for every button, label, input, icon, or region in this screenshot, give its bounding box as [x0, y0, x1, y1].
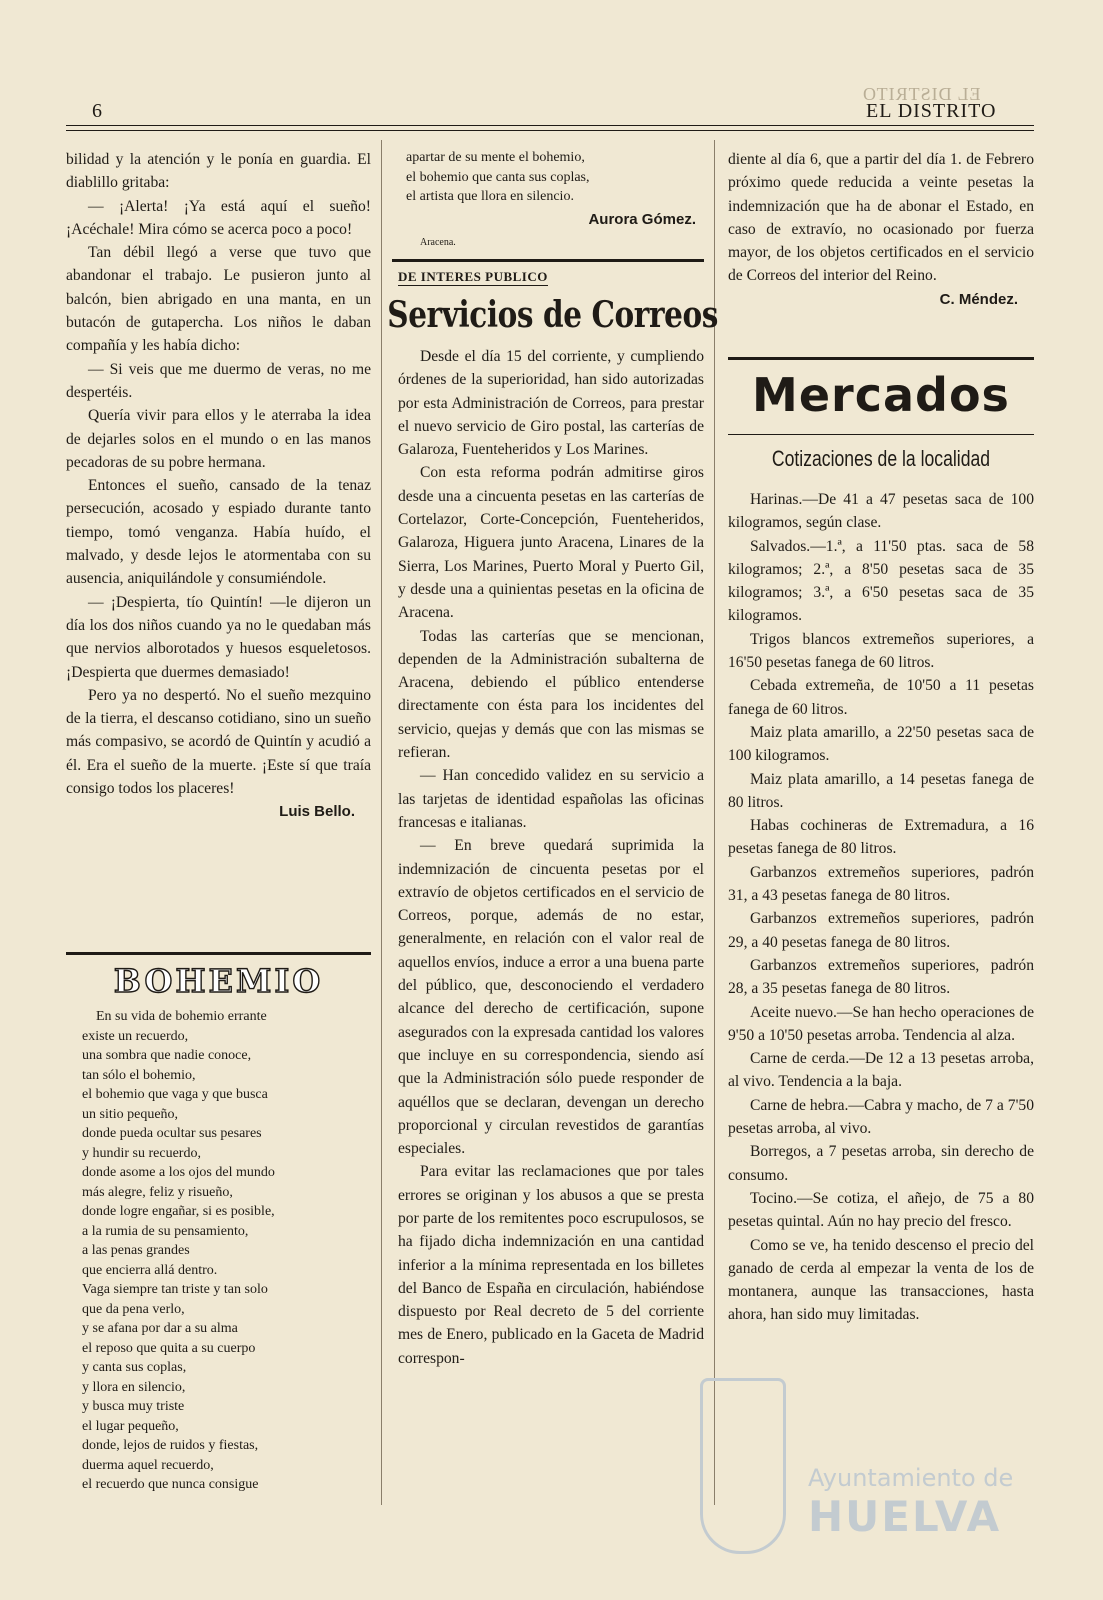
paragraph: Quería vivir para ellos y le aterraba la idea de dejarles solos en el mundo o en las manos pecadoras de su pobre hermana. — [66, 407, 371, 471]
poem-line: más alegre, feliz y risueño, — [82, 1184, 233, 1200]
paragraph: diente al día 6, que a partir del día 1. de Febrero próximo quede reducida a veinte pesetas la indemnización que ha de abonar el Estado, en caso de extravío, no ocasionado por fuerza mayor, de los objetos certificados en el servicio de Correos del interior del Reino. — [728, 151, 1034, 285]
price-item: Maiz plata amarillo, a 22'50 pesetas saca de 100 kilogramos. — [728, 723, 1034, 765]
poem-line: y busca muy triste — [82, 1399, 185, 1414]
poem-line: una sombra que nadie conoce, — [82, 1048, 252, 1063]
author-signature: Luis Bello. — [279, 803, 355, 821]
paragraph: — Si veis que me duermo de veras, no me despertéis. — [66, 360, 371, 401]
price-item: Trigos blancos extremeños superiores, a 16'50 pesetas fanega de 60 litros. — [728, 630, 1034, 672]
section-title: Mercados — [752, 368, 1010, 422]
coat-of-arms-icon — [700, 1378, 786, 1554]
poem-line: donde asome a los ojos del mundo — [82, 1165, 275, 1180]
poem-line: el recuerdo que nunca consigue — [82, 1477, 259, 1492]
article-title: Servicios de Correos — [387, 294, 718, 336]
paragraph: — En breve quedará suprimida la indemnización de cincuenta pesetas por el extravío de objetos certificados en el servicio de Correos, porque, además de no estar, generalmente, en relación con el valor real de aquellos envíos, induce a error a una buena parte del público, que, desconociendo el verdadero alcance del derecho de certificación, supone asegurados con la expresada cantidad los valores que incluye en su correspondencia, siendo así que la Administración sólo puede responder de aquéllos que se declaran, devengan un derecho proporcional y circulan revestidos de garantías especiales. — [398, 837, 704, 1158]
section-rule — [728, 357, 1034, 360]
poem-line: apartar de su mente el bohemio, — [406, 150, 585, 165]
paragraph: Tan débil llegó a verse que tuvo que abandonar el trabajo. Le pusieron junto al balcón, bien abrigado en una manta, en un butacón de gutapercha. Los niños le daban compañía y les había dicho: — [66, 244, 371, 355]
price-item: Borregos, a 7 pesetas arroba, sin derecho de consumo. — [728, 1143, 1034, 1184]
poem-line: y se afana por dar a su alma — [82, 1321, 238, 1336]
poem-line: el artista que llora en silencio. — [406, 189, 574, 204]
price-item: Tocino.—Se cotiza, el añejo, de 75 a 80 pesetas quintal. Aún no hay precio del fresco. — [728, 1189, 1034, 1231]
section-rule — [728, 434, 1034, 435]
poem-line: que da pena verlo, — [82, 1301, 185, 1317]
paragraph: Para evitar las reclamaciones que por tales errores se originan y los abusos a que se presta por parte de los remitentes poco escrupulosos, se ha fijado dicha indemnización en una cantidad inferior a la mínima representada en los billetes del Banco de España en circulación, habiéndose dispuesto por Real decreto de 5 del corriente mes de Enero, publicado en la Gaceta de Madrid correspon- — [398, 1163, 704, 1367]
price-item: Salvados.—1.ª, a 11'50 ptas. saca de 58 kilogramos; 2.ª, a 8'50 pesetas saca de 35 kilogramos; 3.ª, a 6'50 pesetas saca de 35 kilogramos. — [728, 537, 1034, 625]
column-3-continuation — [728, 148, 1034, 311]
masthead-bleedthrough: EL DISTRITO — [862, 84, 981, 104]
paragraph: — Han concedido validez en su servicio a las tarjetas de identidad españolas las oficinas francesas e italianas. — [398, 767, 704, 831]
column-1 — [66, 148, 371, 824]
page-number: 6 — [92, 100, 102, 122]
price-item: Maiz plata amarillo, a 14 pesetas fanega de 80 litros. — [728, 770, 1034, 811]
poem-line: duerma aquel recuerdo, — [82, 1457, 214, 1473]
paragraph: Con esta reforma podrán admitirse giros desde una a cincuenta pesetas en las carterías de Cortelazor, Corte-Concepción, Fuenteheridos, Galaroza, Higuera junto Aracena, Linares de la Sierra, Los Marines, Puerto Moral y Puerto Gil, y desde una a quinientas pesetas en la oficina de Aracena. — [398, 464, 704, 622]
author-signature: C. Méndez. — [939, 290, 1018, 308]
price-item: Carne de hebra.—Cabra y macho, de 7 a 7'50 pesetas arroba, al vivo. — [728, 1096, 1034, 1138]
closing-paragraph: Como se ve, ha tenido descenso el precio del ganado de cerda al empezar la venta de los de montanera, aunque las transacciones, hasta ahora, han sido muy limitadas. — [728, 1236, 1034, 1324]
poem-line: donde pueda ocultar sus pesares — [82, 1126, 262, 1141]
poem — [82, 1007, 372, 1495]
section-tag: DE INTERES PUBLICO — [398, 269, 548, 284]
poem-line: donde logre engañar, si es posible, — [82, 1204, 275, 1219]
poem-line: En su vida de bohemio errante — [96, 1009, 267, 1024]
price-item: Garbanzos extremeños superiores, padrón 29, a 40 pesetas fanega de 80 litros. — [728, 910, 1034, 951]
poem-line: donde, lejos de ruidos y fiestas, — [82, 1438, 259, 1453]
poem-line: a la rumia de su pensamiento, — [82, 1223, 249, 1239]
section-subtitle: Cotizaciones de la localidad — [771, 446, 991, 471]
section-rule — [392, 259, 704, 262]
price-item: Harinas.—De 41 a 47 pesetas saca de 100 kilogramos, según clase. — [728, 491, 1034, 532]
price-item: Carne de cerda.—De 12 a 13 pesetas arroba, al vivo. Tendencia a la baja. — [728, 1050, 1034, 1091]
poem-signature: Aurora Gómez. — [588, 211, 696, 228]
poem-title: BOHEMIO — [113, 962, 324, 1000]
masthead: EL DISTRITO — [866, 100, 997, 122]
poem-line: a las penas grandes — [82, 1243, 190, 1258]
paragraph: bilidad y la atención y le ponía en guardia. El diablillo gritaba: — [66, 151, 371, 192]
poem-line: el bohemio que vaga y que busca — [82, 1087, 268, 1102]
column-separator-2 — [714, 140, 715, 1505]
poem-line: Vaga siempre tan triste y tan solo — [82, 1282, 268, 1297]
poem-line: y hundir su recuerdo, — [82, 1145, 201, 1161]
market-prices — [728, 488, 1034, 1327]
paragraph: Desde el día 15 del corriente, y cumpliendo órdenes de la superioridad, han sido autorizadas por esta Administración de Correos, para prestar el nuevo servicio de Giro postal, las carterías de Galaroza, Fuenteheridos y Los Marines. — [398, 348, 704, 459]
archive-watermark — [700, 1368, 1040, 1558]
poem-line: un sitio pequeño, — [82, 1106, 179, 1122]
price-item: Garbanzos extremeños superiores, padrón 31, a 43 pesetas fanega de 80 litros. — [728, 863, 1034, 905]
paragraph: Todas las carterías que se mencionan, dependen de la Administración subalterna de Aracena, debiendo el público entenderse directamente con ésta para los incidentes del servicio, quejas y demás que con las mismas se refieran. — [398, 627, 704, 762]
poem-line: el lugar pequeño, — [82, 1418, 179, 1434]
paragraph: Entonces el sueño, cansado de la tenaz persecución, acosado y espiado durante tanto tiempo, tomó venganza. Había huído, el malvado, y desde lejos le atormentaba con su ausencia, aniquilándole y consumiéndole. — [66, 477, 371, 588]
poem-line: existe un recuerdo, — [82, 1028, 189, 1044]
paragraph: — ¡Despierta, tío Quintín! —le dijeron un día los dos niños cuando ya no le quedaban más que nervios alborotados y huesos esqueletosos. ¡Despierta que duermes demasiado! — [66, 593, 371, 681]
column-2 — [398, 345, 704, 1370]
watermark-line-1: Ayuntamiento de — [808, 1464, 1014, 1492]
poem-line: y canta sus coplas, — [82, 1360, 187, 1375]
column-separator-1 — [381, 140, 382, 1505]
paragraph: Pero ya no despertó. No el sueño mezquino de la tierra, el descanso cotidiano, sino un sueño más compasivo, se acordó de Quintín y acudió a él. Era el sueño de la muerte. ¡Este sí que traía consigo todos los placeres! — [66, 686, 371, 798]
poem-line: el bohemio que canta sus coplas, — [406, 169, 590, 185]
price-item: Aceite nuevo.—Se han hecho operaciones de 9'50 a 10'50 pesetas arroba. Tendencia al alza. — [728, 1003, 1034, 1044]
section-rule — [66, 952, 371, 955]
poem-continuation — [406, 148, 696, 207]
poem-line: tan sólo el bohemio, — [82, 1067, 196, 1083]
poem-line: y llora en silencio, — [82, 1379, 186, 1395]
price-item: Garbanzos extremeños superiores, padrón 28, a 35 pesetas fanega de 80 litros. — [728, 956, 1034, 998]
price-item: Habas cochineras de Extremadura, a 16 pesetas fanega de 80 litros. — [728, 817, 1034, 858]
header-rule — [66, 125, 1034, 131]
price-item: Cebada extremeña, de 10'50 a 11 pesetas fanega de 60 litros. — [728, 677, 1034, 718]
poem-place: Aracena. — [420, 237, 456, 248]
watermark-line-2: HUELVA — [808, 1492, 1002, 1541]
poem-line: el reposo que quita a su cuerpo — [82, 1340, 256, 1356]
paragraph: — ¡Alerta! ¡Ya está aquí el sueño! ¡Acéchale! Mira cómo se acerca poco a poco! — [66, 197, 371, 238]
poem-line: que encierra allá dentro. — [82, 1262, 218, 1278]
